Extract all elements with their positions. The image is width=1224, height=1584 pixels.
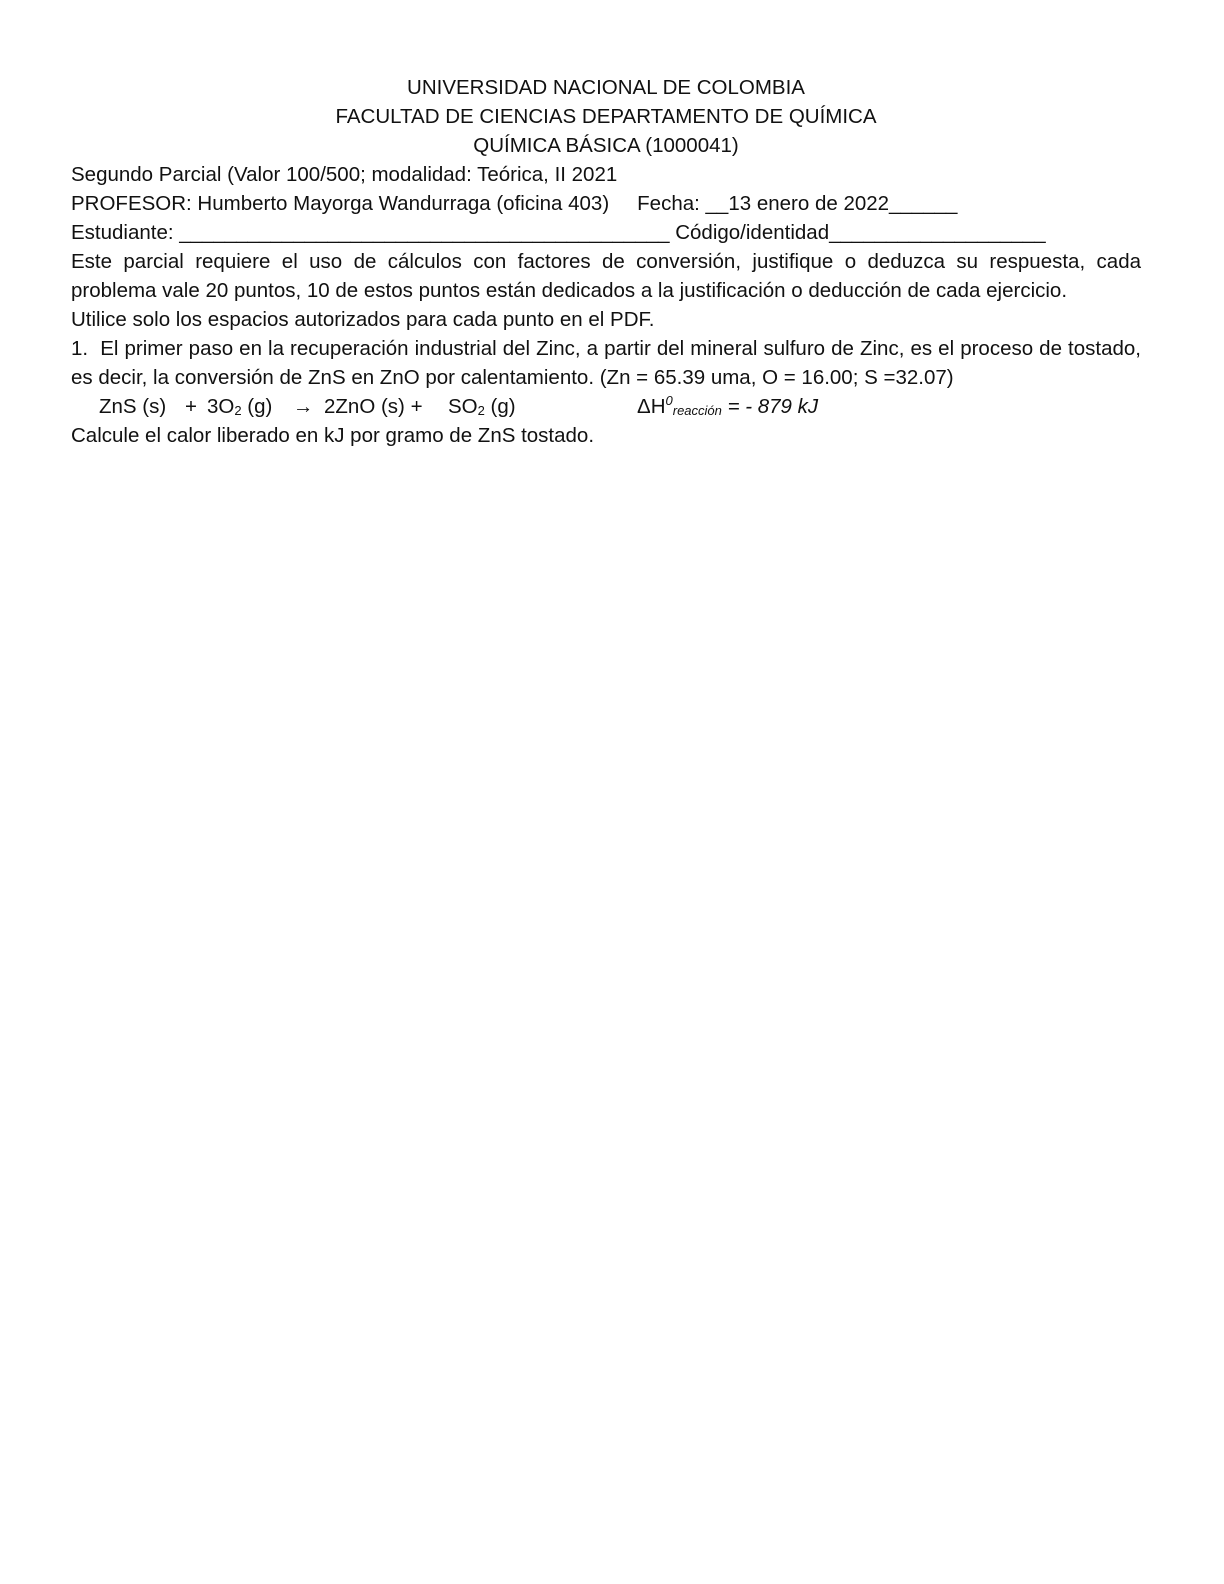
professor-name: PROFESOR: Humberto Mayorga Wandurraga (oficina 403) (71, 192, 610, 215)
problem-question: Calcule el calor liberado en kJ por gramo de ZnS tostado. (71, 424, 595, 447)
instructions-text: Este parcial requiere el uso de cálculos con factores de conversión, justifique o deduzca su respuesta, cada problema vale 20 puntos, 10 de estos puntos están dedicados a la justificación o deducción de cada ejercicio. (71, 250, 1141, 302)
code-field: Código/identidad___________________ (675, 221, 1046, 244)
course-name: QUÍMICA BÁSICA (1000041) (473, 134, 739, 157)
problem-1 (71, 334, 1141, 392)
professor-line (71, 189, 1141, 218)
exam-title: Segundo Parcial (Valor 100/500; modalidad: Teórica, II 2021 (71, 163, 618, 186)
enthalpy-value: $\Delta H^0_{reacción}$ = - 879 kJ (637, 393, 819, 418)
plus-sign: + (185, 395, 197, 418)
product-so2: $SO_2$ (g) (448, 395, 516, 418)
reaction-equation (71, 392, 1141, 421)
reaction-arrow: → (293, 395, 314, 418)
reactant-zns: ZnS (s) (99, 395, 167, 418)
exam-date: Fecha: __13 enero de 2022______ (637, 192, 958, 215)
university-name: UNIVERSIDAD NACIONAL DE COLOMBIA (407, 76, 805, 99)
student-line (71, 218, 1141, 247)
product-zno: 2ZnO (s) + (324, 395, 423, 418)
reactant-o2: $3O_2$ (g) (207, 395, 273, 418)
problem-text: El primer paso en la recuperación industrial del Zinc, a partir del mineral sulfuro de Zinc, es el proceso de tostado, es decir, la conversión de ZnS en ZnO por calentamiento. (Zn = 65.39 uma, O = 16.00; S =32.07) (71, 337, 1141, 389)
problem-number: 1. (71, 337, 89, 360)
instructions-note: Utilice solo los espacios autorizados para cada punto en el PDF. (71, 308, 655, 331)
student-field: Estudiante: ___________________________________________ (71, 221, 670, 244)
faculty-name: FACULTAD DE CIENCIAS DEPARTAMENTO DE QUÍMICA (335, 105, 877, 128)
exam-page (71, 73, 1141, 450)
